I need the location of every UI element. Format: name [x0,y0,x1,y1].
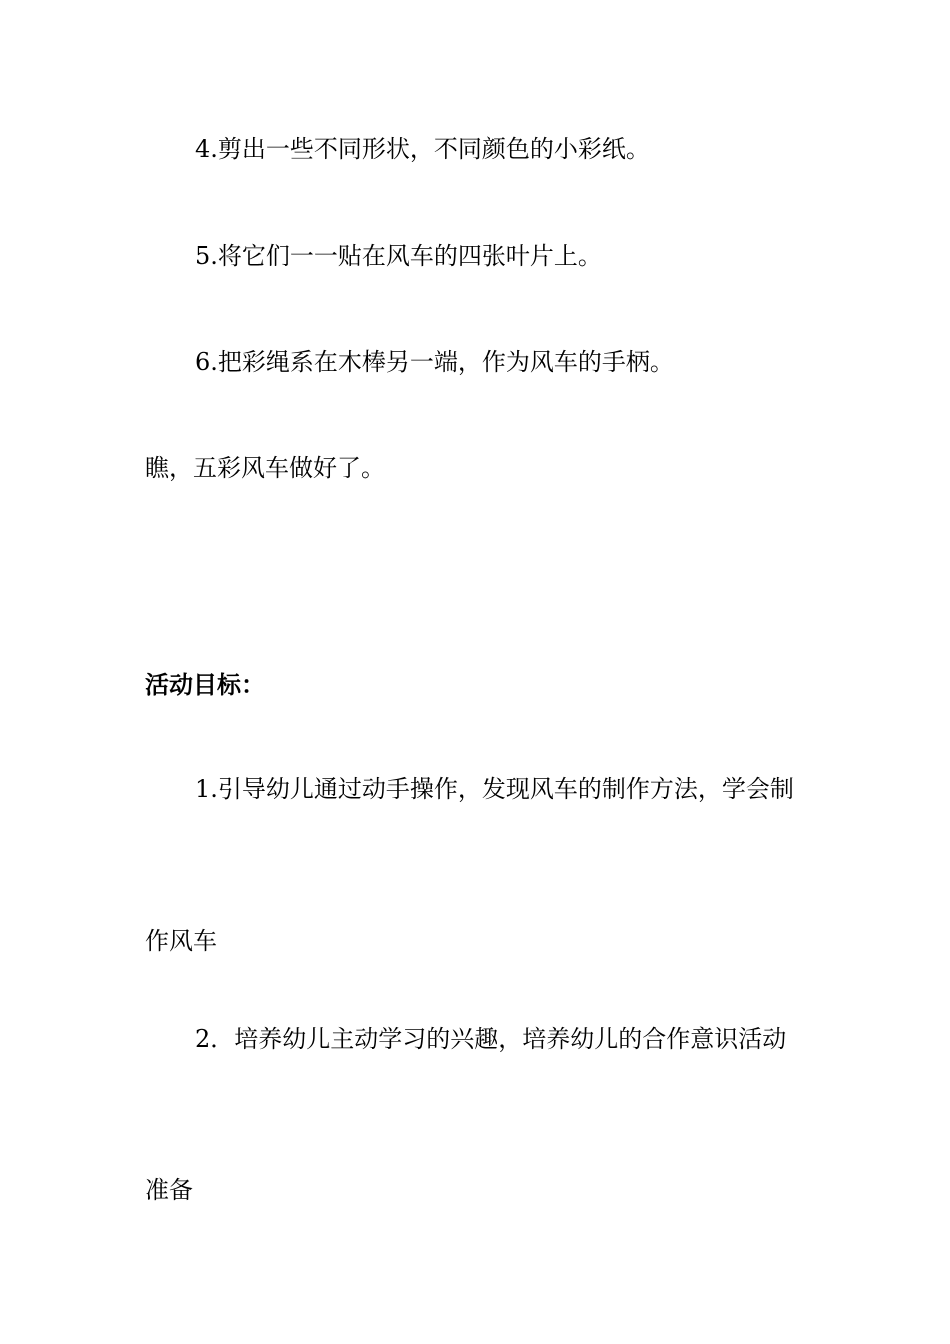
step-5-text: 5.将它们一一贴在风车的四张叶片上。 [195,242,602,270]
goal-2-line-2: 准备 [145,1176,193,1204]
goal-1-line-2: 作风车 [145,927,217,955]
goals-heading: 活动目标： [145,671,265,699]
step-4-text: 4.剪出一些不同形状，不同颜色的小彩纸。 [195,135,650,163]
goal-2-line-1: 2．培养幼儿主动学习的兴趣，培养幼儿的合作意识活动 [195,1025,787,1053]
goal-1-line-1: 1.引导幼儿通过动手操作，发现风车的制作方法，学会制 [195,775,794,803]
conclusion-text: 瞧，五彩风车做好了。 [145,454,385,482]
step-6-text: 6.把彩绳系在木棒另一端，作为风车的手柄。 [195,348,674,376]
